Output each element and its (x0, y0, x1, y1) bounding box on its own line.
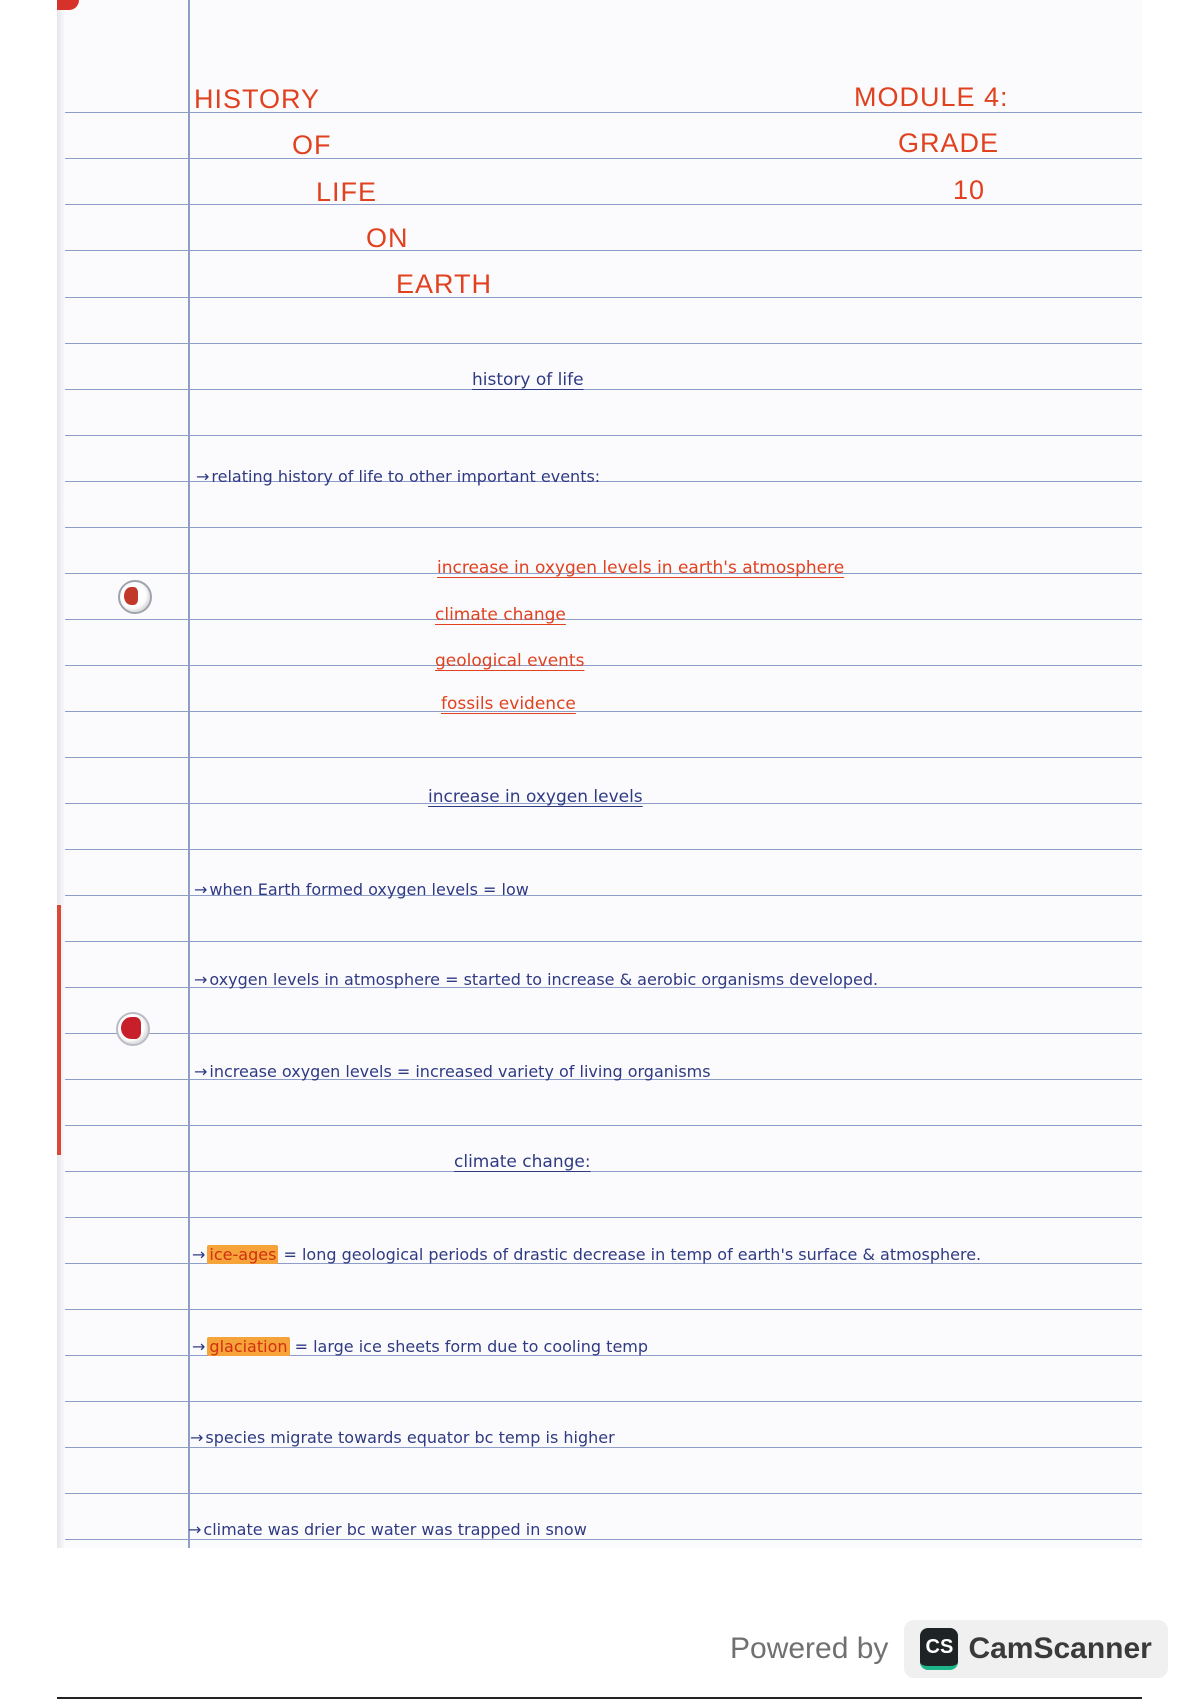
ruled-line (65, 1125, 1142, 1126)
section-heading-oxygen: increase in oxygen levels (428, 787, 643, 807)
note-item: → when Earth formed oxygen levels = low (194, 880, 529, 899)
event-item: climate change (435, 605, 566, 625)
note-text: when Earth formed oxygen levels = low (209, 880, 529, 899)
event-item: increase in oxygen levels in earth's atmosphere (437, 558, 845, 578)
ruled-line (65, 1493, 1142, 1494)
camscanner-badge (904, 1620, 1167, 1678)
term-highlight: ice-ages (209, 1245, 277, 1264)
note-item: → ice-ages = long geological periods of drastic decrease in temp of earth's surface & atmosphere. (192, 1245, 982, 1264)
camscanner-logo-icon: CS (920, 1628, 958, 1670)
module-grade-value: 10 (953, 175, 986, 205)
ruled-line (65, 250, 1142, 251)
note-text: species migrate towards equator bc temp is higher (205, 1428, 615, 1447)
ruled-line (65, 435, 1142, 436)
ruled-line (65, 527, 1142, 528)
ruled-line (65, 1539, 1142, 1540)
section-heading-history: history of life (472, 370, 584, 390)
ruled-line (65, 941, 1142, 942)
term-highlight: glaciation (209, 1337, 288, 1356)
red-edge-mark (57, 905, 61, 1155)
note-item: → increase oxygen levels = increased variety of living organisms (194, 1062, 711, 1081)
note-item: → species migrate towards equator bc temp is higher (190, 1428, 615, 1447)
note-text: = long geological periods of drastic decrease in temp of earth's surface & atmosphere. (278, 1245, 982, 1264)
ruled-line (65, 711, 1142, 712)
ruled-line (65, 1171, 1142, 1172)
corner-mark (57, 0, 79, 10)
event-item: geological events (435, 651, 585, 671)
ruled-line (65, 1401, 1142, 1402)
ruled-line (65, 297, 1142, 298)
binder-hole (118, 580, 152, 614)
ruled-line (65, 757, 1142, 758)
binder-hole (116, 1012, 150, 1046)
notebook-page (57, 0, 1142, 1548)
note-intro-text: relating history of life to other important events: (211, 467, 601, 486)
note-text: oxygen levels in atmosphere = started to increase & aerobic organisms developed. (209, 970, 879, 989)
title-line-earth: EARTH (396, 269, 493, 299)
event-item: fossils evidence (441, 694, 576, 714)
camscanner-watermark (730, 1620, 1168, 1678)
note-item: → climate was drier bc water was trapped in snow (188, 1520, 587, 1539)
powered-by-label: Powered by (730, 1632, 889, 1665)
module-grade-label: GRADE (898, 128, 1000, 158)
module-number: MODULE 4: (854, 82, 1009, 112)
ruled-line (65, 665, 1142, 666)
bottom-border (57, 1697, 1142, 1699)
note-text: = large ice sheets form due to cooling temp (289, 1337, 649, 1356)
section-heading-climate: climate change: (454, 1152, 591, 1172)
ruled-line (65, 849, 1142, 850)
ruled-line (65, 343, 1142, 344)
ruled-line (65, 1447, 1142, 1448)
title-line-of: OF (292, 130, 332, 160)
title-line-on: ON (366, 223, 409, 253)
note-text: climate was drier bc water was trapped in snow (203, 1520, 587, 1539)
note-text: increase oxygen levels = increased variety of living organisms (209, 1062, 711, 1081)
title-line-history: HISTORY (194, 84, 321, 114)
ruled-line (65, 389, 1142, 390)
note-item: → oxygen levels in atmosphere = started to increase & aerobic organisms developed. (194, 970, 879, 989)
ruled-line (65, 1033, 1142, 1034)
ruled-line (65, 1309, 1142, 1310)
note-intro: → relating history of life to other important events: (196, 467, 601, 486)
note-item: → glaciation = large ice sheets form due to cooling temp (192, 1337, 649, 1356)
margin-line (188, 0, 190, 1548)
camscanner-brand: CamScanner (968, 1632, 1152, 1665)
ruled-line (65, 1217, 1142, 1218)
ruled-line (65, 619, 1142, 620)
title-line-life: LIFE (316, 177, 378, 207)
